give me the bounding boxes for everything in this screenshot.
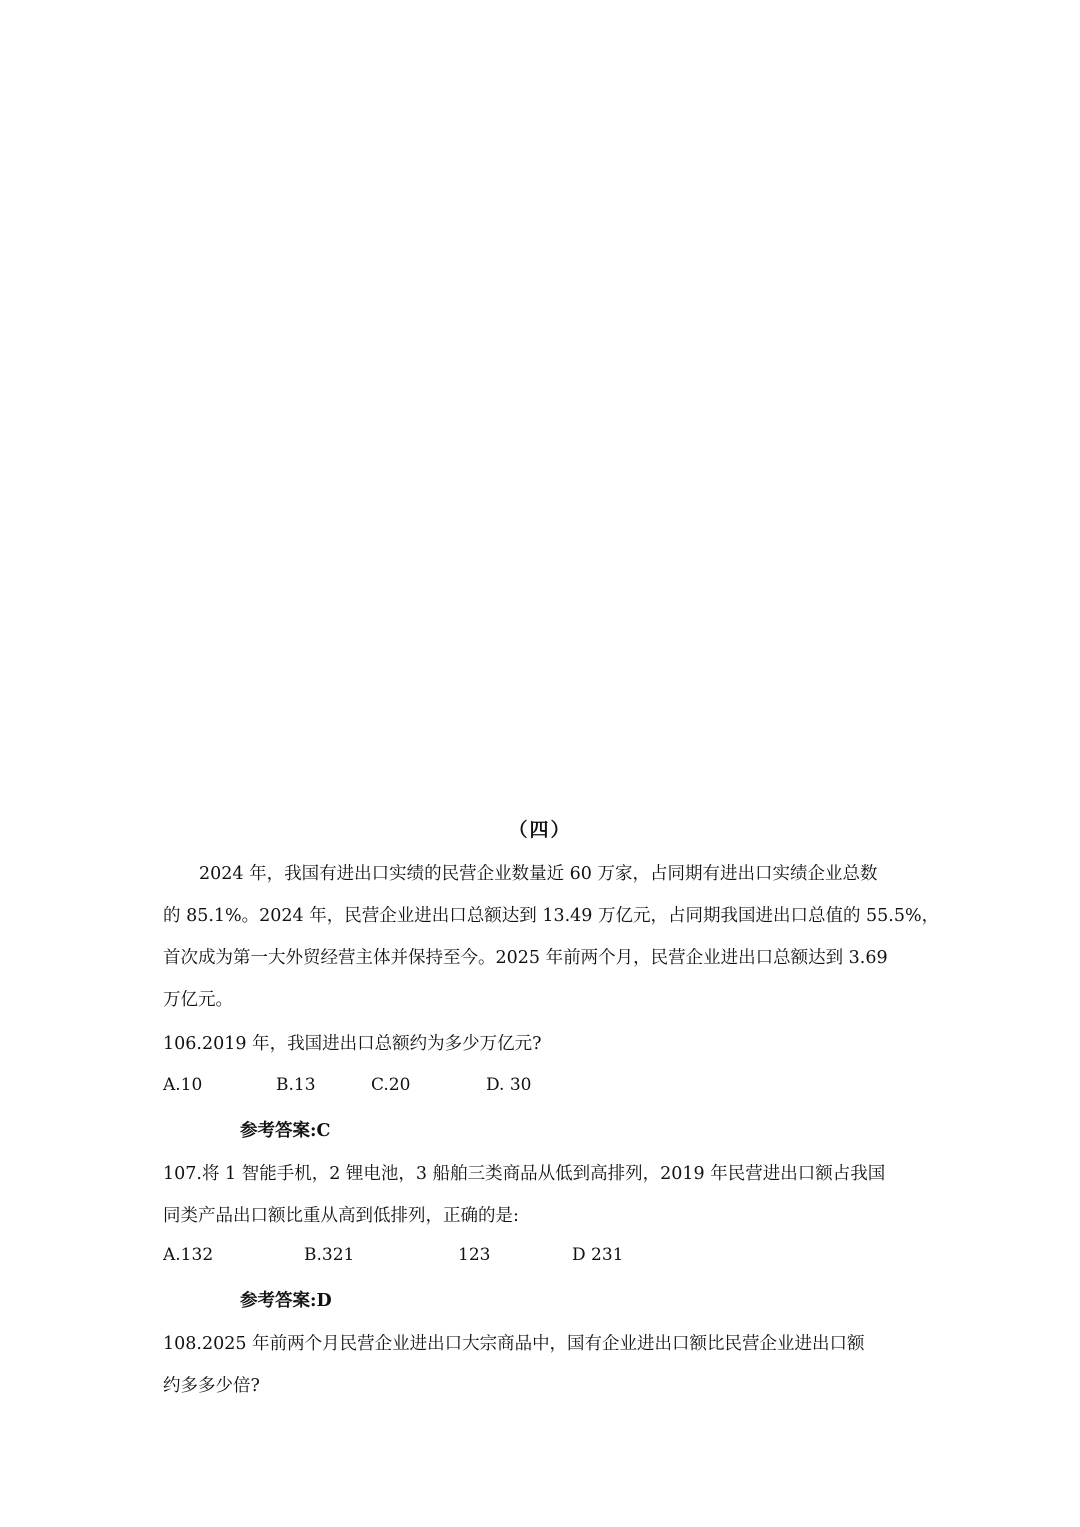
intro-line-3: 首次成为第一大外贸经营主体并保持至今。2025 年前两个月，民营企业进出口总额达到 3.69 [163, 948, 888, 968]
question-107-option-c: 123 [458, 1245, 491, 1265]
question-107-option-b: B.321 [304, 1245, 355, 1265]
question-107-stem-line-1: 107.将 1 智能手机，2 锂电池，3 船舶三类商品从低到高排列，2019 年民营进出口额占我国 [163, 1164, 886, 1184]
question-106-option-c: C.20 [371, 1075, 411, 1095]
intro-line-2: 的 85.1%。2024 年，民营企业进出口总额达到 13.49 万亿元，占同期我国进出口总值的 55.5%， [163, 906, 940, 926]
intro-line-4: 万亿元。 [163, 990, 233, 1010]
question-106-stem: 106.2019 年，我国进出口总额约为多少万亿元? [163, 1034, 542, 1054]
question-108-stem-line-2: 约多多少倍? [163, 1376, 260, 1396]
question-107-option-d: D 231 [572, 1245, 624, 1265]
question-106-option-a: A.10 [163, 1075, 203, 1095]
question-108-stem-line-1: 108.2025 年前两个月民营企业进出口大宗商品中，国有企业进出口额比民营企业进出口额 [163, 1334, 865, 1354]
section-title: （四） [508, 819, 572, 841]
intro-line-1: 2024 年，我国有进出口实绩的民营企业数量近 60 万家，占同期有进出口实绩企业总数 [199, 864, 878, 884]
question-107-answer: 参考答案:D [240, 1291, 332, 1311]
question-107-stem-line-2: 同类产品出口额比重从高到低排列，正确的是: [163, 1206, 519, 1226]
question-106-option-d: D. 30 [486, 1075, 532, 1095]
question-107-option-a: A.132 [163, 1245, 214, 1265]
question-106-answer: 参考答案:C [240, 1121, 331, 1141]
question-106-option-b: B.13 [276, 1075, 316, 1095]
